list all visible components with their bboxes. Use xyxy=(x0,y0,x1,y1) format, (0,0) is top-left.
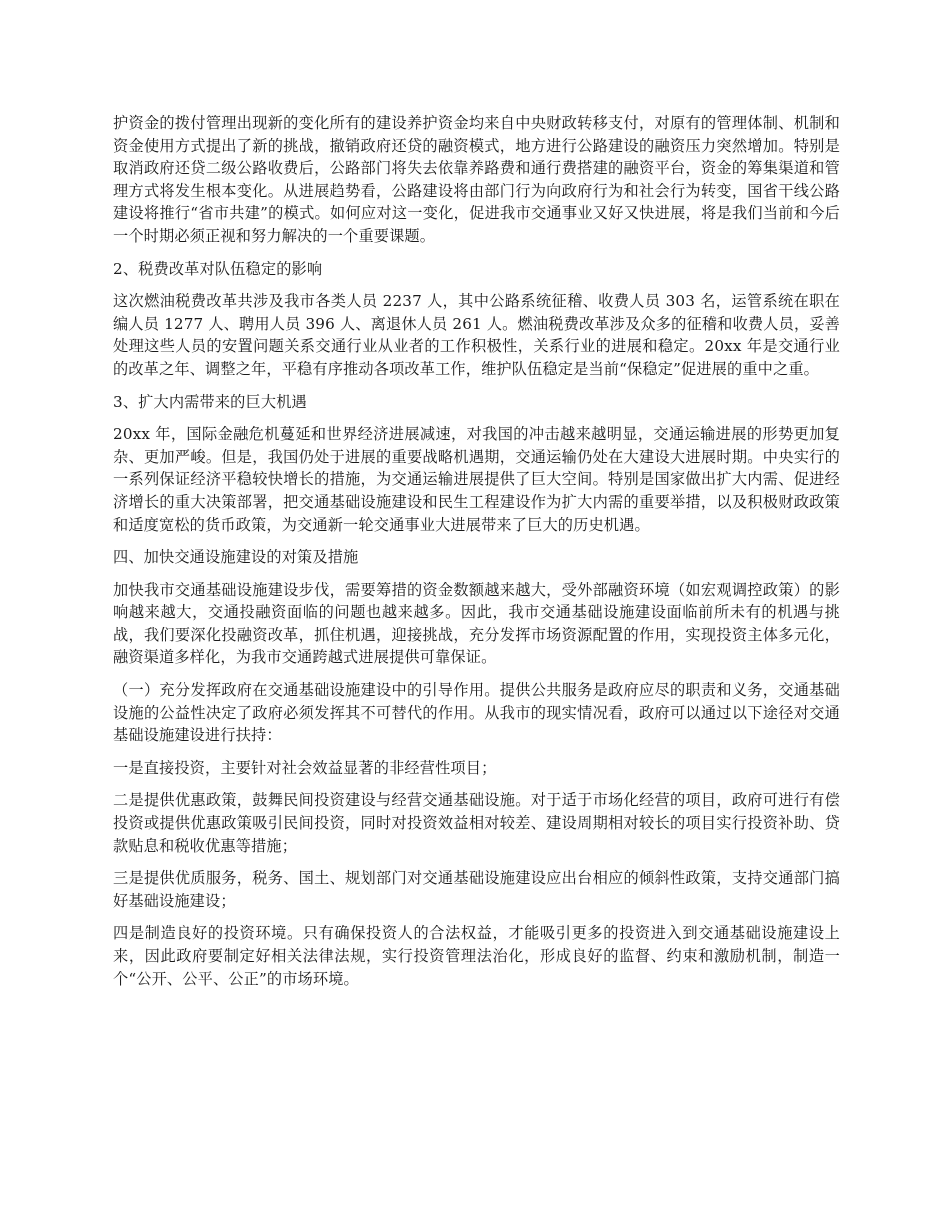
paragraph-funding-changes: 护资金的拨付管理出现新的变化所有的建设养护资金均来自中央财政转移支付，对原有的管理体制、机制和资金使用方式提出了新的挑战，撤销政府还贷的融资模式，地方进行公路建设的融资压力突然增加。特别是取消政府还贷二级公路收费后，公路部门将失去依靠养路费和通行费搭建的融资平台，资金的筹集渠道和管理方式将发生根本变化。从进展趋势看，公路建设将由部门行为向政府行为和社会行为转变，国省干线公路建设将推行“省市共建”的模式。如何应对这一变化，促进我市交通事业又好又快进展，将是我们当前和今后一个时期必须正视和努力解决的一个重要课题。 xyxy=(113,114,840,245)
paragraph-personnel: 这次燃油税费改革共涉及我市各类人员 2237 人，其中公路系统征稽、收费人员 303 名，运管系统在职在编人员 1277 人、聘用人员 396 人、离退休人员 261 人。燃油税费改革涉及众多的征稽和收费人员，妥善处理这些人员的安置问题关系交通行业从业者的工作积极性，关系行业的进展和稳定。20xx 年是交通行业的改革之年、调整之年，平稳有序推动各项改革工作，维护队伍稳定是当前“保稳定”促进展的重中之重。 xyxy=(113,292,840,378)
heading-section-four: 四、加快交通设施建设的对策及措施 xyxy=(113,548,359,567)
paragraph-government-role: （一）充分发挥政府在交通基础设施建设中的引导作用。提供公共服务是政府应尽的职责和义务，交通基础设施的公益性决定了政府必须发挥其不可替代的作用。从我市的现实情况看，政府可以通过以下途径对交通基础设施建设进行扶持： xyxy=(113,681,840,745)
list-item-preferential-policy: 二是提供优惠政策，鼓舞民间投资建设与经营交通基础设施。对于适于市场化经营的项目，政府可进行有偿投资或提供优惠政策吸引民间投资，同时对投资效益相对较差、建设周期相对较长的项目实行投资补助、贷款贴息和税收优惠等措施； xyxy=(113,791,840,855)
paragraph-opportunity: 20xx 年，国际金融危机蔓延和世界经济进展减速，对我国的冲击越来越明显，交通运输进展的形势更加复杂、更加严峻。但是，我国仍处于进展的重要战略机遇期，交通运输仍处在大建设大进展时期。中央实行的一系列保证经济平稳较快增长的措施，为交通运输进展提供了巨大空间。特别是国家做出扩大内需、促进经济增长的重大决策部署，把交通基础设施建设和民生工程建设作为扩大内需的重要举措，以及积极财政政策和适度宽松的货币政策，为交通新一轮交通事业大进展带来了巨大的历史机遇。 xyxy=(113,425,840,534)
document-body xyxy=(113,112,840,1000)
paragraph-financing: 加快我市交通基础设施建设步伐，需要筹措的资金数额越来越大，受外部融资环境（如宏观调控政策）的影响越来越大，交通投融资面临的问题也越来越多。因此，我市交通基础设施建设面临前所未有的机遇与挑战，我们要深化投融资改革，抓住机遇，迎接挑战，充分发挥市场资源配置的作用，实现投资主体多元化，融资渠道多样化，为我市交通跨越式进展提供可靠保证。 xyxy=(113,580,840,667)
heading-tax-reform-impact: 2、税费改革对队伍稳定的影响 xyxy=(113,259,323,278)
heading-domestic-demand: 3、扩大内需带来的巨大机遇 xyxy=(113,392,307,411)
list-item-direct-investment: 一是直接投资，主要针对社会效益显著的非经营性项目； xyxy=(113,758,497,777)
list-item-investment-environment: 四是制造良好的投资环境。只有确保投资人的合法权益，才能吸引更多的投资进入到交通基础设施建设上来，因此政府要制定好相关法律法规，实行投资管理法治化，形成良好的监督、约束和激励机制，制造一个“公开、公平、公正”的市场环境。 xyxy=(113,924,840,988)
list-item-quality-service: 三是提供优质服务，税务、国土、规划部门对交通基础设施建设应出台相应的倾斜性政策，支持交通部门搞好基础设施建设； xyxy=(113,869,840,910)
